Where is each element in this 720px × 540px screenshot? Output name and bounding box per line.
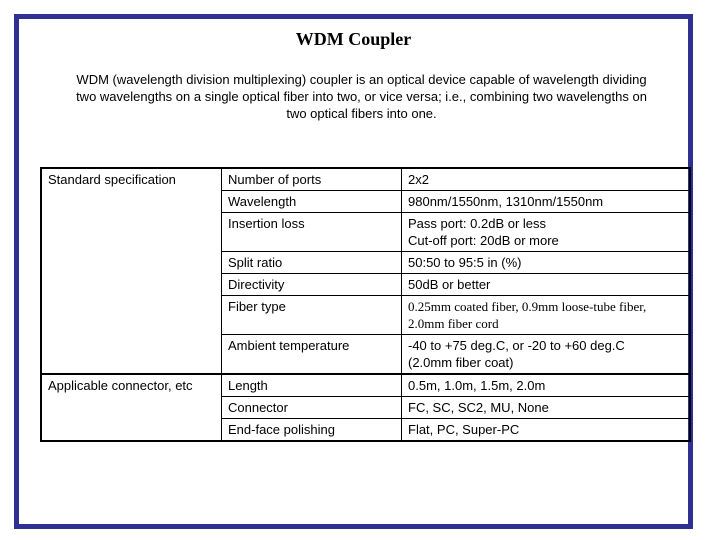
row-value: 50dB or better xyxy=(402,274,691,296)
row-value-line: 2.0mm fiber cord xyxy=(408,316,499,331)
row-value-line: (2.0mm fiber coat) xyxy=(408,355,514,370)
row-value-line: 0.25mm coated fiber, 0.9mm loose-tube fiber, xyxy=(408,299,647,314)
row-value: 50:50 to 95:5 in (%) xyxy=(402,252,691,274)
table-row xyxy=(41,374,690,397)
row-label: Ambient temperature xyxy=(222,335,402,375)
row-value-line: Cut-off port: 20dB or more xyxy=(408,233,559,248)
row-label: Insertion loss xyxy=(222,213,402,252)
slide-frame xyxy=(14,14,693,529)
row-value: 2x2 xyxy=(402,168,691,191)
page-title: WDM Coupler xyxy=(295,29,412,49)
row-label: Fiber type xyxy=(222,296,402,335)
row-value: 980nm/1550nm, 1310nm/1550nm xyxy=(402,191,691,213)
row-value xyxy=(402,296,691,335)
row-value-line: Pass port: 0.2dB or less xyxy=(408,216,547,231)
row-value xyxy=(402,335,691,375)
row-value-line: -40 to +75 deg.C, or -20 to +60 deg.C xyxy=(408,338,625,353)
row-label: Number of ports xyxy=(222,168,402,191)
row-value: 0.5m, 1.0m, 1.5m, 2.0m xyxy=(402,374,691,397)
table-row xyxy=(41,168,690,191)
spec-table xyxy=(40,167,691,442)
row-value: FC, SC, SC2, MU, None xyxy=(402,397,691,419)
row-label: Length xyxy=(222,374,402,397)
intro-paragraph: WDM (wavelength division multiplexing) coupler is an optical device capable of wavelength dividing two wavelengths on a single optical fiber into two, or vice versa; i.e., combining two wavelengths on two optical fibers into one. xyxy=(76,72,647,121)
row-label: Directivity xyxy=(222,274,402,296)
row-label: Connector xyxy=(222,397,402,419)
row-value: Flat, PC, Super-PC xyxy=(402,419,691,442)
row-value xyxy=(402,213,691,252)
row-label: Split ratio xyxy=(222,252,402,274)
row-label: End-face polishing xyxy=(222,419,402,442)
group-label-applicable: Applicable connector, etc xyxy=(41,374,222,441)
row-label: Wavelength xyxy=(222,191,402,213)
group-label-standard: Standard specification xyxy=(41,168,222,374)
